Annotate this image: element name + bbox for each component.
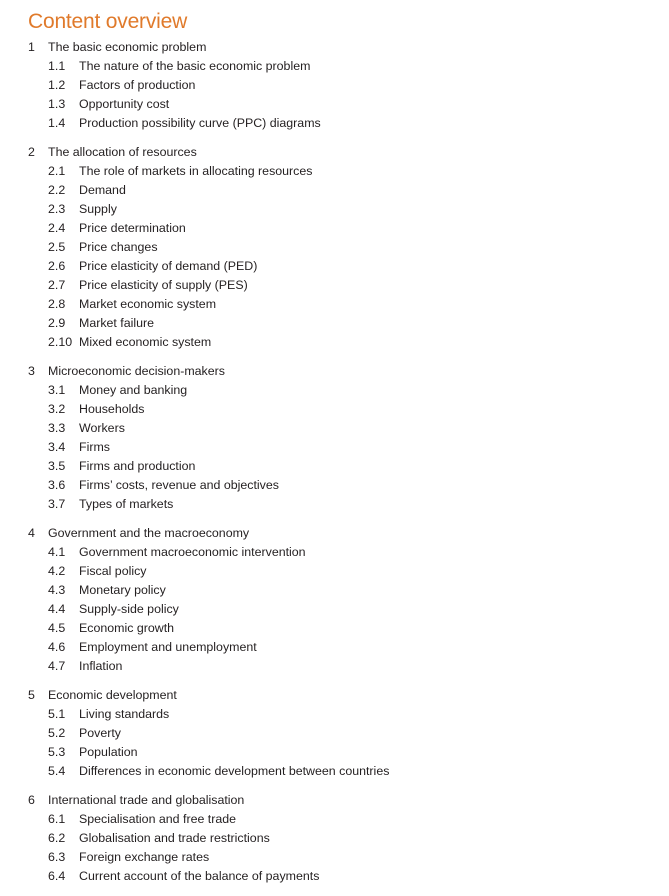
subsection-item <box>0 238 669 257</box>
subsection-title: Mixed economic system <box>79 335 212 349</box>
section-3 <box>0 362 669 514</box>
subsection-title: Households <box>79 402 145 416</box>
section-title: International trade and globalisation <box>48 793 245 807</box>
subsection-item <box>0 400 669 419</box>
subsection-title: Living standards <box>79 707 170 721</box>
subsection-title: Factors of production <box>79 78 196 92</box>
subsection-item <box>0 200 669 219</box>
subsection-title: Foreign exchange rates <box>79 850 210 864</box>
subsection-item <box>0 333 669 352</box>
section-heading <box>0 686 669 705</box>
subsection-item <box>0 743 669 762</box>
subsection-title: The nature of the basic economic problem <box>79 59 311 73</box>
subsection-item <box>0 181 669 200</box>
section-5 <box>0 686 669 781</box>
section-number: 6 <box>28 793 35 807</box>
section-2 <box>0 143 669 352</box>
section-list <box>0 38 669 896</box>
subsection-number: 2.4 <box>48 221 66 235</box>
subsection-title: Price elasticity of supply (PES) <box>79 278 248 292</box>
section-title: The allocation of resources <box>48 145 197 159</box>
subsection-item <box>0 867 669 886</box>
section-title: Government and the macroeconomy <box>48 526 250 540</box>
subsection-title: Inflation <box>79 659 123 673</box>
subsection-item <box>0 543 669 562</box>
subsection-title: Specialisation and free trade <box>79 812 237 826</box>
subsection-item <box>0 57 669 76</box>
subsection-number: 3.6 <box>48 478 66 492</box>
subsection-item <box>0 829 669 848</box>
subsection-title: Price changes <box>79 240 158 254</box>
subsection-number: 2.8 <box>48 297 66 311</box>
subsection-title: Market failure <box>79 316 155 330</box>
subsection-number: 1.1 <box>48 59 66 73</box>
subsection-title: Fiscal policy <box>79 564 147 578</box>
subsection-title: Globalisation and trade restrictions <box>79 831 270 845</box>
subsection-number: 2.5 <box>48 240 66 254</box>
subsection-number: 2.9 <box>48 316 66 330</box>
section-1 <box>0 38 669 133</box>
section-6 <box>0 791 669 886</box>
subsection-item <box>0 724 669 743</box>
subsection-item <box>0 219 669 238</box>
subsection-item <box>0 848 669 867</box>
subsection-item <box>0 295 669 314</box>
section-heading <box>0 791 669 810</box>
subsection-number: 2.10 <box>48 335 73 349</box>
subsection-item <box>0 762 669 781</box>
subsection-title: Firms’ costs, revenue and objectives <box>79 478 279 492</box>
subsection-title: The role of markets in allocating resources <box>79 164 313 178</box>
subsection-number: 6.4 <box>48 869 66 883</box>
subsection-item <box>0 419 669 438</box>
subsection-item <box>0 95 669 114</box>
subsection-title: Demand <box>79 183 126 197</box>
subsection-title: Poverty <box>79 726 122 740</box>
subsection-number: 4.6 <box>48 640 66 654</box>
subsection-number: 2.6 <box>48 259 66 273</box>
subsection-item <box>0 619 669 638</box>
subsection-item <box>0 495 669 514</box>
subsection-number: 2.3 <box>48 202 66 216</box>
subsection-number: 2.1 <box>48 164 66 178</box>
page-title: Content overview <box>28 10 188 33</box>
subsection-title: Types of markets <box>79 497 174 511</box>
subsection-item <box>0 438 669 457</box>
section-heading <box>0 38 669 57</box>
subsection-item <box>0 257 669 276</box>
subsection-item <box>0 314 669 333</box>
subsection-title: Monetary policy <box>79 583 166 597</box>
subsection-number: 3.3 <box>48 421 66 435</box>
subsection-number: 3.1 <box>48 383 66 397</box>
subsection-number: 5.3 <box>48 745 66 759</box>
section-number: 4 <box>28 526 35 540</box>
subsection-number: 4.7 <box>48 659 66 673</box>
subsection-title: Firms and production <box>79 459 196 473</box>
subsection-title: Government macroeconomic intervention <box>79 545 306 559</box>
section-title: Economic development <box>48 688 177 702</box>
subsection-title: Firms <box>79 440 110 454</box>
subsection-number: 5.2 <box>48 726 66 740</box>
subsection-item <box>0 562 669 581</box>
subsection-item <box>0 705 669 724</box>
subsection-number: 2.2 <box>48 183 66 197</box>
subsection-number: 6.2 <box>48 831 66 845</box>
subsection-title: Population <box>79 745 138 759</box>
subsection-title: Money and banking <box>79 383 188 397</box>
subsection-item <box>0 600 669 619</box>
section-number: 3 <box>28 364 35 378</box>
section-title: Microeconomic decision-makers <box>48 364 225 378</box>
subsection-title: Workers <box>79 421 125 435</box>
subsection-item <box>0 810 669 829</box>
subsection-title: Employment and unemployment <box>79 640 257 654</box>
subsection-item <box>0 581 669 600</box>
subsection-title: Price elasticity of demand (PED) <box>79 259 258 273</box>
section-4 <box>0 524 669 676</box>
subsection-title: Current account of the balance of payments <box>79 869 320 883</box>
subsection-number: 2.7 <box>48 278 66 292</box>
section-title: The basic economic problem <box>48 40 207 54</box>
subsection-item <box>0 657 669 676</box>
subsection-title: Opportunity cost <box>79 97 170 111</box>
subsection-number: 6.3 <box>48 850 66 864</box>
subsection-item <box>0 638 669 657</box>
section-heading <box>0 362 669 381</box>
subsection-number: 3.5 <box>48 459 66 473</box>
subsection-title: Economic growth <box>79 621 175 635</box>
subsection-number: 1.3 <box>48 97 66 111</box>
subsection-item <box>0 76 669 95</box>
subsection-item <box>0 276 669 295</box>
subsection-title: Supply-side policy <box>79 602 179 616</box>
subsection-title: Production possibility curve (PPC) diagrams <box>79 116 321 130</box>
subsection-number: 3.2 <box>48 402 66 416</box>
subsection-number: 4.3 <box>48 583 66 597</box>
subsection-item <box>0 476 669 495</box>
subsection-number: 6.1 <box>48 812 66 826</box>
section-number: 5 <box>28 688 35 702</box>
subsection-item <box>0 114 669 133</box>
subsection-number: 4.1 <box>48 545 66 559</box>
subsection-number: 5.1 <box>48 707 66 721</box>
subsection-number: 1.2 <box>48 78 66 92</box>
section-heading <box>0 143 669 162</box>
subsection-number: 1.4 <box>48 116 66 130</box>
subsection-number: 3.7 <box>48 497 66 511</box>
section-number: 2 <box>28 145 35 159</box>
subsection-number: 3.4 <box>48 440 66 454</box>
subsection-title: Differences in economic development between countries <box>79 764 390 778</box>
subsection-item <box>0 162 669 181</box>
subsection-item <box>0 381 669 400</box>
subsection-item <box>0 457 669 476</box>
section-heading <box>0 524 669 543</box>
subsection-number: 5.4 <box>48 764 66 778</box>
subsection-number: 4.4 <box>48 602 66 616</box>
subsection-title: Market economic system <box>79 297 217 311</box>
subsection-title: Supply <box>79 202 117 216</box>
subsection-number: 4.2 <box>48 564 66 578</box>
section-number: 1 <box>28 40 35 54</box>
subsection-title: Price determination <box>79 221 186 235</box>
subsection-number: 4.5 <box>48 621 66 635</box>
